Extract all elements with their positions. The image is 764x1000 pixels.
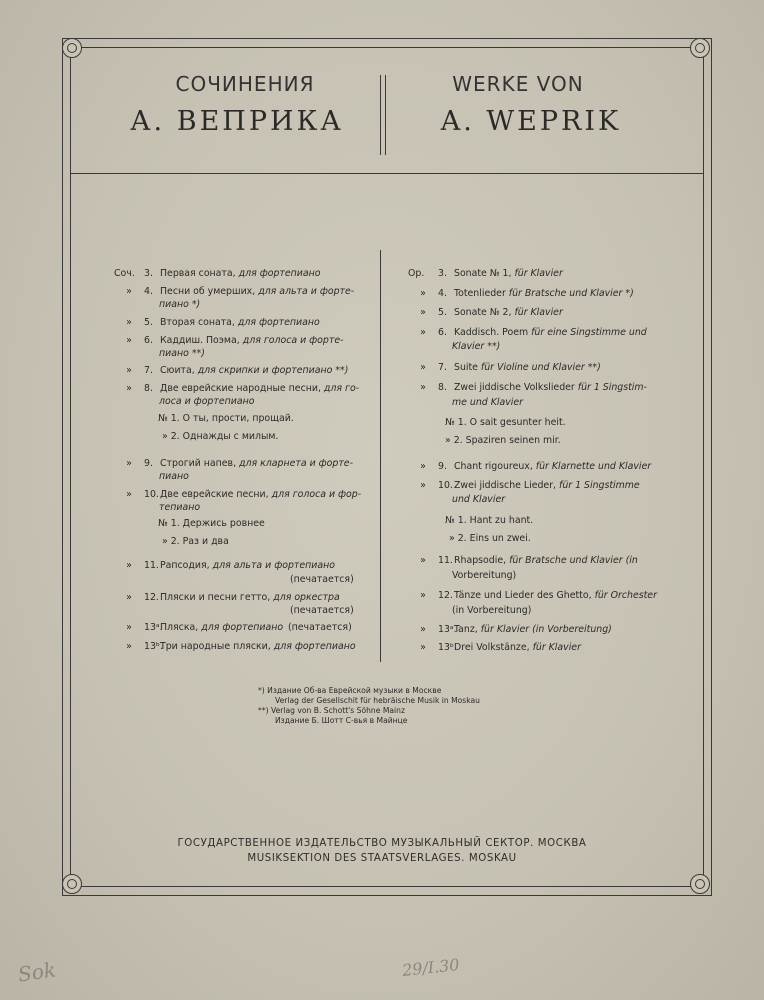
work-title: Sonate № 1, — [454, 268, 515, 279]
work-instrumentation: для фортепиано — [273, 641, 356, 652]
de-work-line — [408, 480, 640, 491]
work-instrumentation: для голоса и форте- — [242, 335, 344, 346]
work-title: » 2. Раз и два — [162, 536, 229, 547]
work-prefix: » — [126, 335, 132, 346]
work-instrumentation: für Violine und Klavier **) — [480, 362, 601, 373]
ru-work-line — [162, 431, 278, 442]
work-title: (печатается) — [290, 605, 354, 616]
work-instrumentation: для голоса и фор- — [271, 489, 362, 500]
work-title: Пляски и песни гетто, — [160, 592, 274, 603]
ru-work-line — [159, 471, 189, 482]
de-work-line — [408, 555, 638, 566]
work-prefix: » — [420, 624, 426, 635]
work-prefix: » — [420, 327, 426, 338]
de-work-line — [408, 590, 657, 601]
de-work-line — [408, 624, 612, 635]
de-heading-small: WERKE VON — [452, 72, 584, 96]
work-instrumentation: для оркестра — [273, 592, 340, 603]
work-number: 5. — [144, 317, 153, 328]
publisher-ru: ГОСУДАРСТВЕННОЕ ИЗДАТЕЛЬСТВО МУЗЫКАЛЬНЫЙ СЕКТОР. МОСКВА — [177, 838, 587, 849]
footnote-1: *) Издание Об-ва Еврейской музыки в Москве — [258, 686, 442, 695]
work-prefix: » — [126, 317, 132, 328]
de-work-line — [452, 605, 531, 616]
ru-work-line — [162, 536, 229, 547]
de-work-line — [452, 570, 516, 581]
work-instrumentation: лоса и фортепиано — [159, 396, 255, 407]
work-title: № 1. Hant zu hant. — [445, 515, 534, 526]
publisher-de: MUSIKSEKTION DES STAATSVERLAGES. MOSKAU — [247, 853, 517, 864]
work-instrumentation: für Klavier — [532, 642, 581, 653]
ru-work-line — [114, 641, 356, 652]
work-number: 9. — [144, 458, 153, 469]
ru-work-line — [114, 317, 320, 328]
work-title: » 2. Eins un zwei. — [449, 533, 531, 544]
work-instrumentation: für eine Singstimme und — [531, 327, 647, 338]
work-prefix: Соч. — [114, 268, 135, 279]
ru-work-line — [114, 268, 320, 279]
work-prefix: » — [420, 461, 426, 472]
work-number: 3. — [438, 268, 447, 279]
work-number: 10. — [144, 489, 159, 500]
ru-work-line — [114, 383, 359, 394]
work-instrumentation: für Klavier — [514, 307, 563, 318]
work-number: 8. — [144, 383, 153, 394]
publisher-imprint — [0, 836, 764, 866]
work-title: Vorbereitung) — [452, 570, 517, 581]
ru-work-line — [114, 458, 353, 469]
work-instrumentation: für Klavier — [514, 268, 563, 279]
ru-work-line — [114, 622, 283, 633]
header-divider — [70, 173, 704, 174]
work-instrumentation: для альта и фортепиано — [212, 560, 335, 571]
work-title: Рапсодия, — [160, 560, 213, 571]
work-title: Вторая соната, — [160, 317, 238, 328]
work-title: Totenlieder — [454, 288, 509, 299]
work-prefix: » — [126, 641, 132, 652]
work-instrumentation: und Klavier — [452, 494, 506, 505]
work-number: 13ᵇ. — [438, 642, 457, 653]
work-number: 4. — [438, 288, 447, 299]
ru-work-line — [158, 518, 265, 529]
corner-ornament-top-right — [690, 38, 710, 58]
work-prefix: » — [126, 286, 132, 297]
work-instrumentation: пиано **) — [159, 348, 205, 359]
work-title: » 2. Spaziren seinen mir. — [445, 435, 561, 446]
work-number: 4. — [144, 286, 153, 297]
ru-work-line — [114, 335, 343, 346]
work-number: 5. — [438, 307, 447, 318]
work-title: Rhapsodie, — [454, 555, 510, 566]
work-prefix: » — [126, 383, 132, 394]
work-prefix: » — [420, 480, 426, 491]
work-prefix: » — [126, 622, 132, 633]
work-title: № 1. О ты, прости, прощай. — [158, 413, 294, 424]
work-instrumentation: me und Klavier — [452, 397, 523, 408]
work-title: Пляска, — [160, 622, 202, 633]
work-number: 12. — [144, 592, 159, 603]
work-prefix: » — [126, 592, 132, 603]
ru-work-line — [290, 605, 354, 616]
work-prefix: » — [420, 555, 426, 566]
work-number: 11. — [144, 560, 159, 571]
work-instrumentation: für Bratsche und Klavier (in — [509, 555, 638, 566]
work-title: Песни об умерших, — [160, 286, 259, 297]
de-work-line — [452, 397, 523, 408]
footnotes — [258, 686, 480, 726]
footnote-2: Verlag der Gesellschit für hebräische Musik in Moskau — [275, 696, 480, 705]
de-work-line — [452, 494, 505, 505]
work-title: Две еврейские народные песни, — [160, 383, 324, 394]
work-prefix: » — [420, 382, 426, 393]
work-number: 6. — [144, 335, 153, 346]
work-title: » 2. Однажды с милым. — [162, 431, 279, 442]
work-title: Каддиш. Поэма, — [160, 335, 243, 346]
ru-work-line — [114, 560, 335, 571]
work-instrumentation: пиано — [159, 471, 189, 482]
ru-work-line — [159, 502, 200, 513]
work-title: Sonate № 2, — [454, 307, 515, 318]
ru-work-line — [114, 592, 340, 603]
de-work-line — [408, 461, 651, 472]
de-work-line — [449, 533, 531, 544]
work-title: Строгий напев, — [160, 458, 240, 469]
ru-heading-small: СОЧИНЕНИЯ — [175, 72, 315, 96]
work-instrumentation: für Orchester — [594, 590, 657, 601]
de-work-line — [445, 515, 533, 526]
work-number: 10. — [438, 480, 453, 491]
ru-work-line — [290, 574, 354, 585]
work-instrumentation: тепиано — [159, 502, 201, 513]
de-work-line — [445, 417, 566, 428]
work-prefix: » — [126, 489, 132, 500]
work-title: Первая соната, — [160, 268, 239, 279]
work-title: Tanz, — [454, 624, 481, 635]
de-work-line — [408, 327, 647, 338]
work-title: (in Vorbereitung) — [452, 605, 532, 616]
work-prefix: Op. — [408, 268, 425, 279]
work-instrumentation: для го- — [323, 383, 360, 394]
work-prefix: » — [420, 362, 426, 373]
corner-ornament-bottom-left — [62, 874, 82, 894]
work-title: № 1. O sait gesunter heit. — [445, 417, 566, 428]
work-instrumentation: для фортепиано — [237, 317, 320, 328]
work-number: 7. — [144, 365, 153, 376]
work-number: 3. — [144, 268, 153, 279]
de-work-line — [408, 642, 581, 653]
corner-ornament-bottom-right — [690, 874, 710, 894]
ru-heading-composer: А. ВЕПРИКА — [130, 106, 344, 137]
work-title: Zwei jiddische Volkslieder — [454, 382, 578, 393]
ru-printing-13a: (печатается) — [288, 622, 352, 633]
work-instrumentation: для скрипки и фортепиано **) — [197, 365, 349, 376]
work-prefix: » — [126, 560, 132, 571]
footnote-3: **) Verlag von B. Schott's Söhne Mainz — [258, 706, 405, 715]
work-prefix: » — [126, 458, 132, 469]
ru-work-line — [159, 299, 200, 310]
work-title: № 1. Держись ровнее — [158, 518, 265, 529]
work-title: Zwei jiddische Lieder, — [454, 480, 560, 491]
corner-ornament-top-left — [62, 38, 82, 58]
work-prefix: » — [420, 642, 426, 653]
work-number: 9. — [438, 461, 447, 472]
de-work-line — [408, 288, 634, 299]
work-instrumentation: для фортепиано — [201, 622, 284, 633]
work-instrumentation: für 1 Singstimme — [559, 480, 640, 491]
pencil-mark-date: 29/I.30 — [401, 955, 461, 980]
work-instrumentation: für Klarnette und Klavier — [535, 461, 652, 472]
work-prefix: » — [420, 590, 426, 601]
pencil-mark-left: Sok — [16, 957, 58, 987]
work-instrumentation: для фортепиано — [238, 268, 321, 279]
ru-work-line — [114, 286, 354, 297]
work-instrumentation: für Bratsche und Klavier *) — [508, 288, 634, 299]
de-work-line — [408, 362, 601, 373]
work-prefix: » — [126, 365, 132, 376]
ru-work-line — [114, 489, 361, 500]
work-title: (печатается) — [290, 574, 354, 585]
work-title: Три народные пляски, — [160, 641, 274, 652]
work-number: 8. — [438, 382, 447, 393]
list-vertical-divider — [380, 250, 381, 662]
work-title: Tänze und Lieder des Ghetto, — [454, 590, 595, 601]
de-work-line — [408, 307, 563, 318]
de-work-line — [452, 341, 500, 352]
work-number: 13ᵃ. — [144, 622, 163, 633]
ru-work-line — [159, 348, 205, 359]
work-number: 6. — [438, 327, 447, 338]
de-work-line — [445, 435, 561, 446]
work-instrumentation: Klavier **) — [452, 341, 501, 352]
work-instrumentation: для кларнета и форте- — [239, 458, 353, 469]
work-title: Drei Volkstänze, — [454, 642, 533, 653]
de-heading-composer: A. WEPRIK — [440, 106, 622, 137]
work-prefix: » — [420, 307, 426, 318]
ru-work-line — [159, 396, 254, 407]
ru-work-line — [158, 413, 294, 424]
footnote-4: Издание Б. Шотт С-вья в Майнце — [275, 716, 408, 725]
ru-work-line — [114, 365, 348, 376]
work-title: Сюита, — [160, 365, 198, 376]
work-title: Chant rigoureux, — [454, 461, 536, 472]
de-work-line — [408, 268, 563, 279]
work-number: 13ᵃ. — [438, 624, 457, 635]
work-number: 13ᵇ. — [144, 641, 163, 652]
work-prefix: » — [420, 288, 426, 299]
work-title: Kaddisch. Poem — [454, 327, 532, 338]
work-number: 12. — [438, 590, 453, 601]
work-title: Две еврейские песни, — [160, 489, 272, 500]
de-work-line — [408, 382, 647, 393]
work-title: Suite — [454, 362, 481, 373]
work-instrumentation: пиано *) — [159, 299, 201, 310]
work-instrumentation: для альта и форте- — [258, 286, 355, 297]
work-instrumentation: für Klavier (in Vorbereitung) — [480, 624, 612, 635]
work-instrumentation: für 1 Singstim- — [577, 382, 647, 393]
work-number: 11. — [438, 555, 453, 566]
work-number: 7. — [438, 362, 447, 373]
